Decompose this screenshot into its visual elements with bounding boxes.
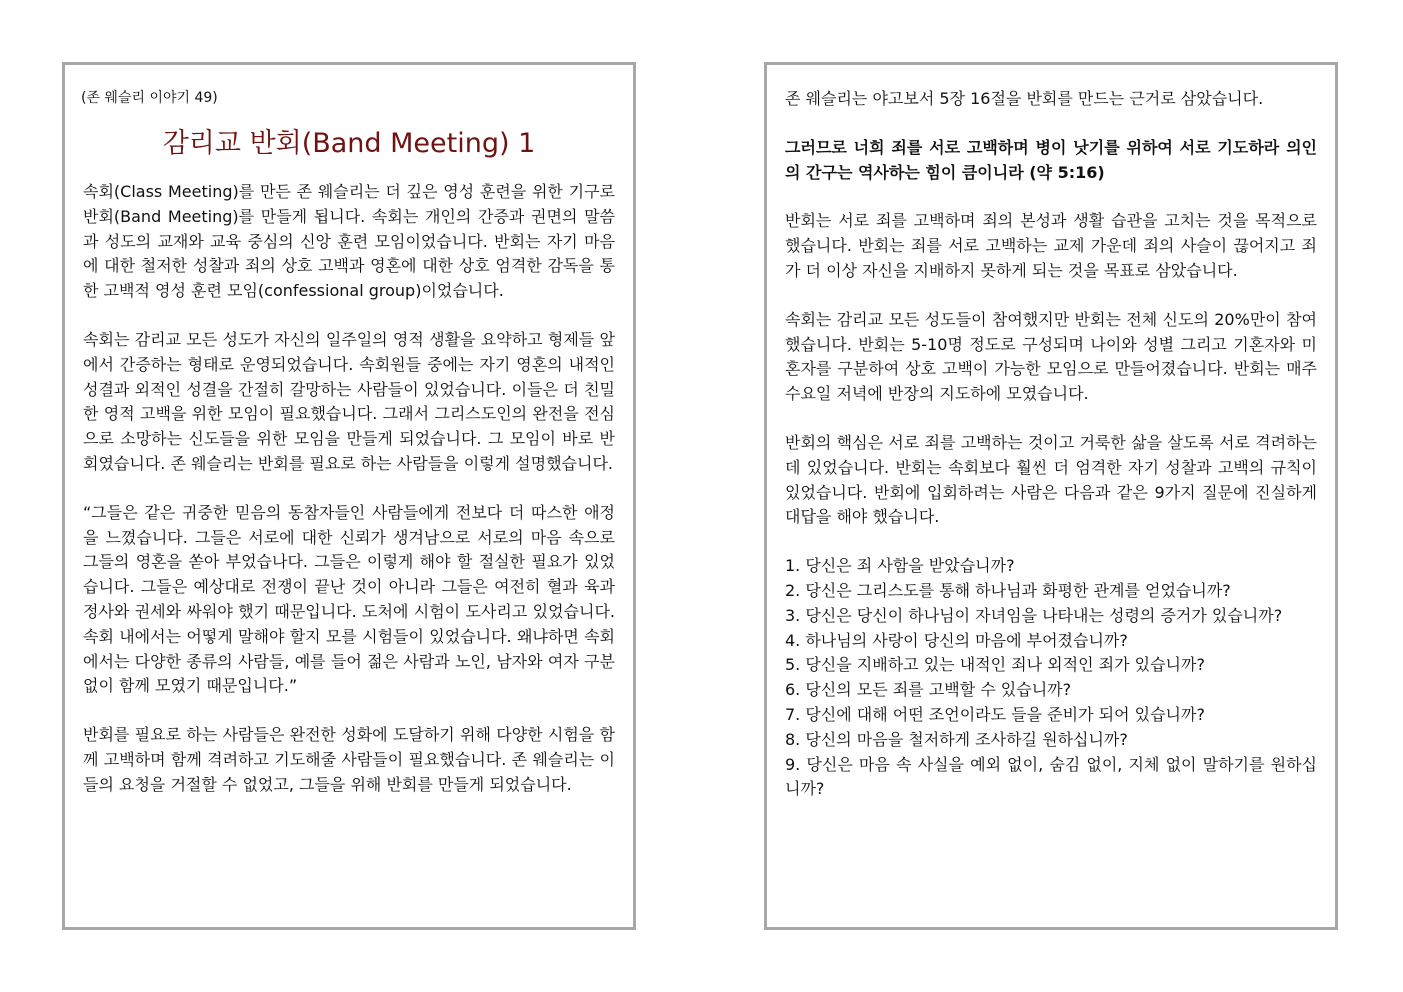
series-label: (존 웨슬리 이야기 49) bbox=[81, 90, 218, 106]
paragraph: 속회는 감리교 모든 성도들이 참여했지만 반회는 전체 신도의 20%만이 참여했습니다. 반회는 5-10명 정도로 구성되며 나이와 성별 그리고 기혼자와 미혼자를 구분하여 상호 고백이 가능한 모임으로 만들어졌습니다. 반회는 매주 수요일 저녁에 반장의 지도하에 모였습니다. bbox=[785, 309, 1317, 404]
paragraph: 반회의 핵심은 서로 죄를 고백하는 것이고 거룩한 삶을 살도록 서로 격려하는 데 있었습니다. 반회는 속회보다 훨씬 더 엄격한 자기 성찰과 고백의 규칙이 있었습니다. 반회에 입회하려는 사람은 다음과 같은 9가지 질문에 진실하게 대답을 해야 했습니다. bbox=[785, 432, 1317, 527]
paragraph: 속회는 감리교 모든 성도가 자신의 일주일의 영적 생활을 요약하고 형제들 앞에서 간증하는 형태로 운영되었습니다. 속회원들 중에는 자기 영혼의 내적인 성결과 외적인 성결을 간절히 갈망하는 사람들이 있었습니다. 이들은 더 친밀한 영적 고백을 위한 모임이 필요했습니다. 그래서 그리스도인의 완전을 전심으로 소망하는 신도들을 위한 모임을 만들게 되었습니다. 그 모임이 바로 반회였습니다. 존 웨슬리는 반회를 필요로 하는 사람들을 이렇게 설명했습니다. bbox=[83, 329, 615, 473]
intro-paragraph: 존 웨슬리는 야고보서 5장 16절을 반회를 만드는 근거로 삼았습니다. bbox=[785, 89, 1264, 108]
page-title: 감리교 반회(Band Meeting) 1 bbox=[162, 128, 536, 159]
paragraph: 반회는 서로 죄를 고백하며 죄의 본성과 생활 습관을 고치는 것을 목적으로 했습니다. 반회는 죄를 서로 고백하는 교제 가운데 죄의 사슬이 끊어지고 죄가 더 이상 자신을 지배하지 못하게 되는 것을 목표로 삼았습니다. bbox=[785, 211, 1317, 280]
paragraph: 속회(Class Meeting)를 만든 존 웨슬리는 더 깊은 영성 훈련을 위한 기구로 반회(Band Meeting)를 만들게 됩니다. 속회는 개인의 간증과 권면의 말씀과 성도의 교재와 교육 중심의 신앙 훈련 모임이었습니다. 반회는 자기 마음에 대한 철저한 성찰과 죄의 상호 고백과 영혼에 대한 상호 엄격한 감독을 통한 고백적 영성 훈련 모임(confessional group)이었습니다. bbox=[83, 182, 615, 301]
question-list bbox=[785, 554, 1317, 802]
paragraph: 반회를 필요로 하는 사람들은 완전한 성화에 도달하기 위해 다양한 시험을 함께 고백하며 함께 격려하고 기도해줄 사람들이 필요했습니다. 존 웨슬리는 이들의 요청을 거절할 수 없었고, 그들을 위해 반회를 만들게 되었습니다. bbox=[83, 725, 615, 794]
question-item: 1. 당신은 죄 사함을 받았습니까? bbox=[785, 556, 1015, 576]
question-item: 9. 당신은 마음 속 사실을 예외 없이, 숨김 없이, 지체 없이 말하기를 원하십니까? bbox=[785, 754, 1317, 799]
bible-verse: 그러므로 너희 죄를 서로 고백하며 병이 낫기를 위하여 서로 기도하라 의인의 간구는 역사하는 힘이 큼이니라 (약 5:16) bbox=[785, 137, 1317, 182]
question-item: 8. 당신의 마음을 철저하게 조사하길 원하십니까? bbox=[785, 729, 1128, 749]
right-page bbox=[764, 62, 1338, 930]
question-item: 2. 당신은 그리스도를 통해 하나님과 화평한 관계를 얻었습니까? bbox=[785, 580, 1231, 600]
quote-paragraph: “그들은 같은 귀중한 믿음의 동참자들인 사람들에게 전보다 더 따스한 애정을 느꼈습니다. 그들은 서로에 대한 신뢰가 생겨남으로 서로의 마음 속으로 그들의 영혼을 쏟아 부었습나다. 그들은 이렇게 해야 할 절실한 필요가 있었습니다. 그들은 예상대로 전쟁이 끝난 것이 아니라 그들은 여전히 혈과 육과 정사와 권세와 싸워야 했기 때문입니다. 도처에 시험이 도사리고 있었습니다. 속회 내에서는 어떻게 말해야 할지 모를 시험들이 있었습니다. 왜냐하면 속회에서는 다양한 종류의 사람들, 예를 들어 젊은 사람과 노인, 남자와 여자 구분 없이 함께 모였기 때문입니다.” bbox=[83, 502, 615, 696]
question-item: 3. 당신은 당신이 하나님이 자녀임을 나타내는 성령의 증거가 있습니까? bbox=[785, 605, 1283, 625]
question-item: 5. 당신을 지배하고 있는 내적인 죄나 외적인 죄가 있습니까? bbox=[785, 655, 1205, 675]
left-page bbox=[62, 62, 636, 930]
question-item: 4. 하나님의 사랑이 당신의 마음에 부어졌습니까? bbox=[785, 630, 1128, 650]
question-item: 6. 당신의 모든 죄를 고백할 수 있습니까? bbox=[785, 680, 1072, 700]
question-item: 7. 당신에 대해 어떤 조언이라도 들을 준비가 되어 있습니까? bbox=[785, 704, 1205, 724]
